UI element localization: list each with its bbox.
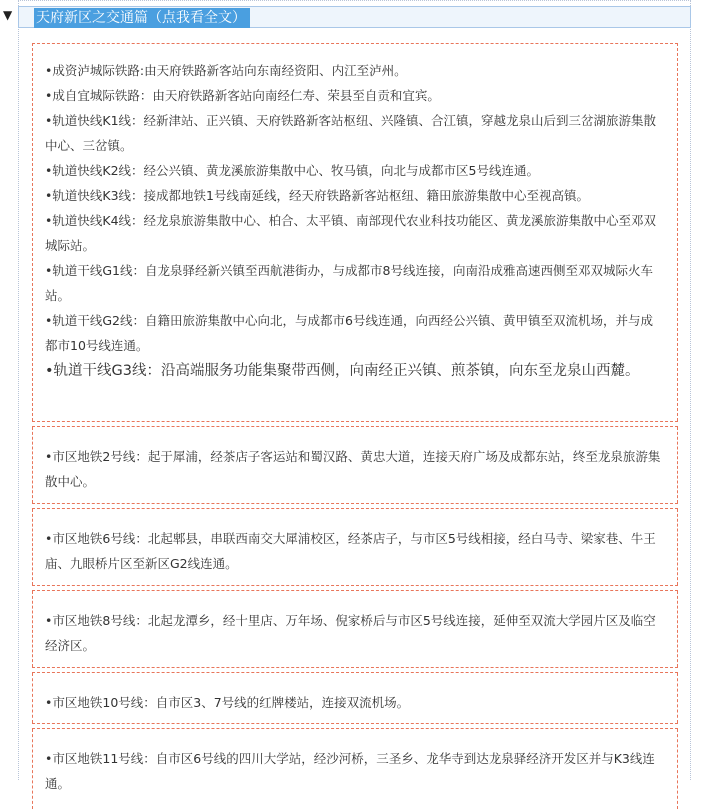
- paragraph: •轨道快线K1线：经新津站、正兴镇、天府铁路新客站枢纽、兴隆镇、合江镇，穿越龙泉山后到三岔湖旅游集散中心、三岔镇。: [45, 113, 657, 153]
- paragraph: •轨道干线G3线：沿高端服务功能集聚带西侧，向南经正兴镇、煎茶镇，向东至龙泉山西麓。: [45, 363, 640, 379]
- paragraph: •轨道快线K2线：经公兴镇、黄龙溪旅游集散中心、牧马镇，向北与成都市区5号线连通。: [45, 163, 539, 178]
- paragraph: •市区地铁8号线：北起龙潭乡，经十里店、万年场、倪家桥后与市区5号线连接，延伸至双流大学园片区及临空经济区。: [45, 613, 656, 653]
- expand-article-link[interactable]: 天府新区之交通篇（点我看全文）: [34, 8, 250, 28]
- triangle-down-icon[interactable]: ▼: [3, 8, 13, 22]
- paragraph: •市区地铁6号线：北起郫县，串联西南交大犀浦校区，经茶店子，与市区5号线相接，经白马寺、梁家巷、牛王庙、九眼桥片区至新区G2线连通。: [45, 531, 656, 571]
- paragraph: •轨道干线G1线：自龙泉驿经新兴镇至西航港街办，与成都市8号线连接，向南沿成雅高速西侧至邓双城际火车站。: [45, 263, 653, 303]
- rail-lines-section: [32, 43, 678, 421]
- paragraph: •成资泸城际铁路:由天府铁路新客站向东南经资阳、内江至泸州。: [45, 63, 407, 78]
- article-content: [32, 43, 678, 809]
- paragraph: •市区地铁11号线：自市区6号线的四川大学站，经沙河桥，三圣乡、龙华寺到达龙泉驿经济开发区并与K3线连通。: [45, 751, 655, 791]
- metro-line-8-section: [32, 591, 678, 667]
- metro-line-6-section: [32, 509, 678, 585]
- paragraph: •轨道快线K3线：接成都地铁1号线南延线，经天府铁路新客站枢纽、籍田旅游集散中心至视高镇。: [45, 188, 589, 203]
- paragraph: •成自宜城际铁路：由天府铁路新客站向南经仁寿、荣县至自贡和宜宾。: [45, 88, 440, 103]
- metro-line-11-section: [32, 729, 678, 809]
- paragraph: •轨道干线G2线：自籍田旅游集散中心向北，与成都市6号线连通，向西经公兴镇、黄甲镇至双流机场，并与成都市10号线连通。: [45, 313, 653, 353]
- paragraph: •市区地铁10号线：自市区3、7号线的红牌楼站，连接双流机场。: [45, 695, 410, 710]
- paragraph: •市区地铁2号线：起于犀浦，经茶店子客运站和蜀汉路、黄忠大道，连接天府广场及成都东站，终至龙泉旅游集散中心。: [45, 449, 661, 489]
- metro-line-2-section: [32, 427, 678, 503]
- paragraph: •轨道快线K4线：经龙泉旅游集散中心、柏合、太平镇、南部现代农业科技功能区、黄龙溪旅游集散中心至邓双城际站。: [45, 213, 657, 253]
- metro-line-10-section: [32, 673, 678, 723]
